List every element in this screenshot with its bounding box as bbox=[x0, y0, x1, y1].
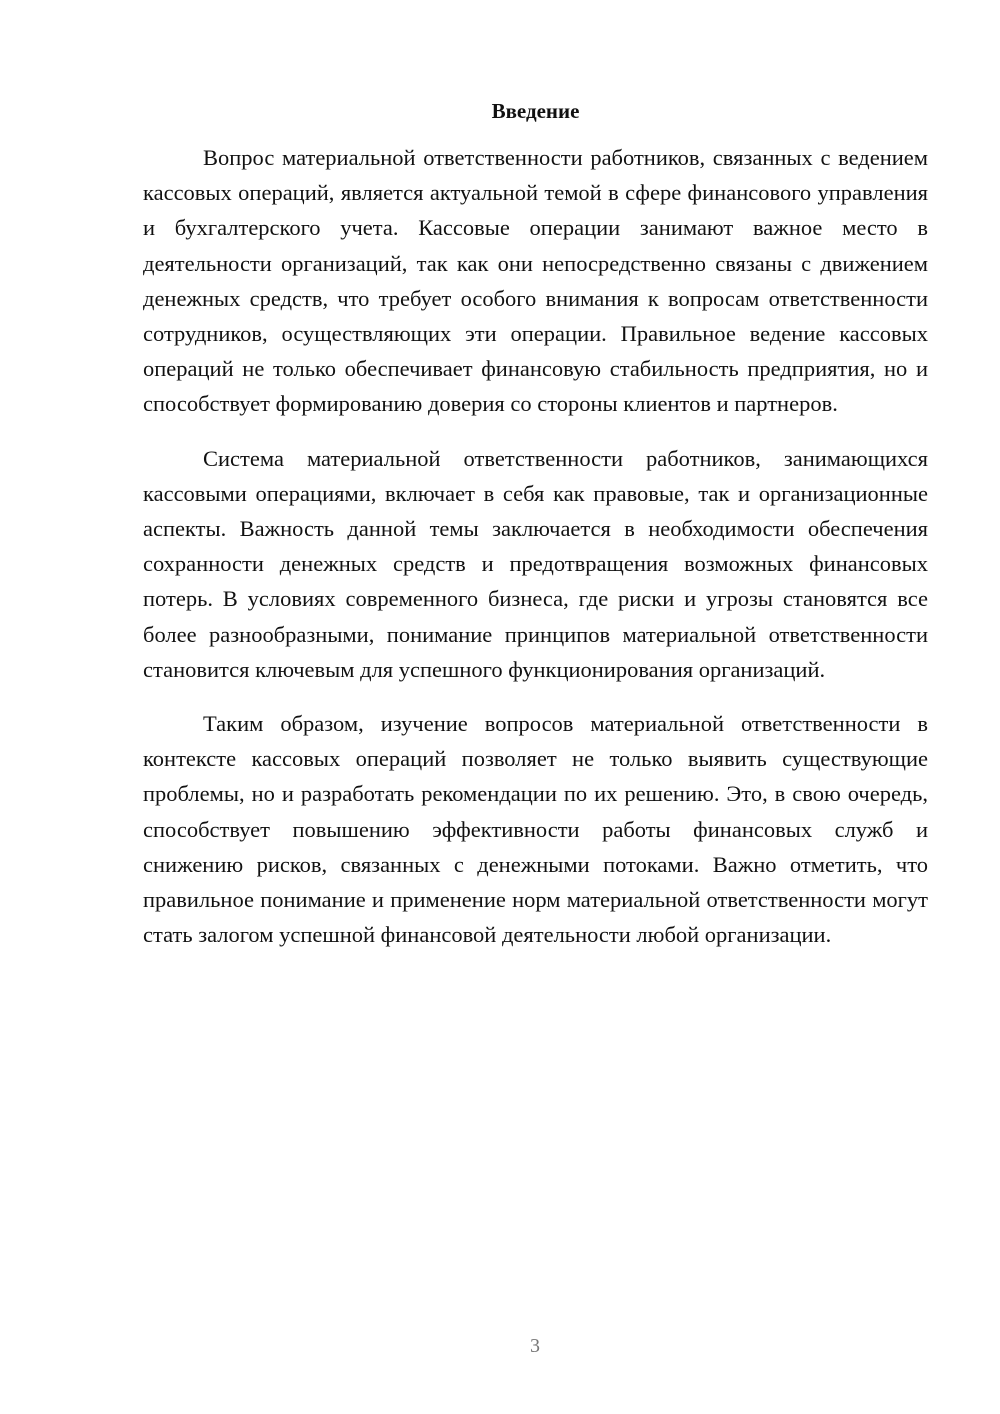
body-text bbox=[143, 140, 928, 971]
paragraph-3: Таким образом, изучение вопросов материальной ответственности в контексте кассовых операций позволяет не только выявить существующие проблемы, но и разработать рекомендации по их решению. Это, в свою очередь, способствует повышению эффективности работы финансовых служб и снижению рисков, связанных с денежными потоками. Важно отметить, что правильное понимание и применение норм материальной ответственности могут стать залогом успешной финансовой деятельности любой организации. bbox=[143, 711, 928, 948]
paragraph-1: Вопрос материальной ответственности работников, связанных с ведением кассовых операций, является актуальной темой в сфере финансового управления и бухгалтерского учета. Кассовые операции занимают важное место в деятельности организаций, так как они непосредственно связаны с движением денежных средств, что требует особого внимания к вопросам ответственности сотрудников, осуществляющих эти операции. Правильное ведение кассовых операций не только обеспечивает финансовую стабильность предприятия, но и способствует формированию доверия со стороны клиентов и партнеров. bbox=[143, 145, 928, 417]
section-heading: Введение bbox=[491, 99, 580, 123]
page-number: 3 bbox=[530, 1335, 540, 1357]
paragraph-2: Система материальной ответственности работников, занимающихся кассовыми операциями, включает в себя как правовые, так и организационные аспекты. Важность данной темы заключается в необходимости обеспечения сохранности денежных средств и предотвращения возможных финансовых потерь. В условиях современного бизнеса, где риски и угрозы становятся все более разнообразными, понимание принципов материальной ответственности становится ключевым для успешного функционирования организаций. bbox=[143, 445, 928, 682]
